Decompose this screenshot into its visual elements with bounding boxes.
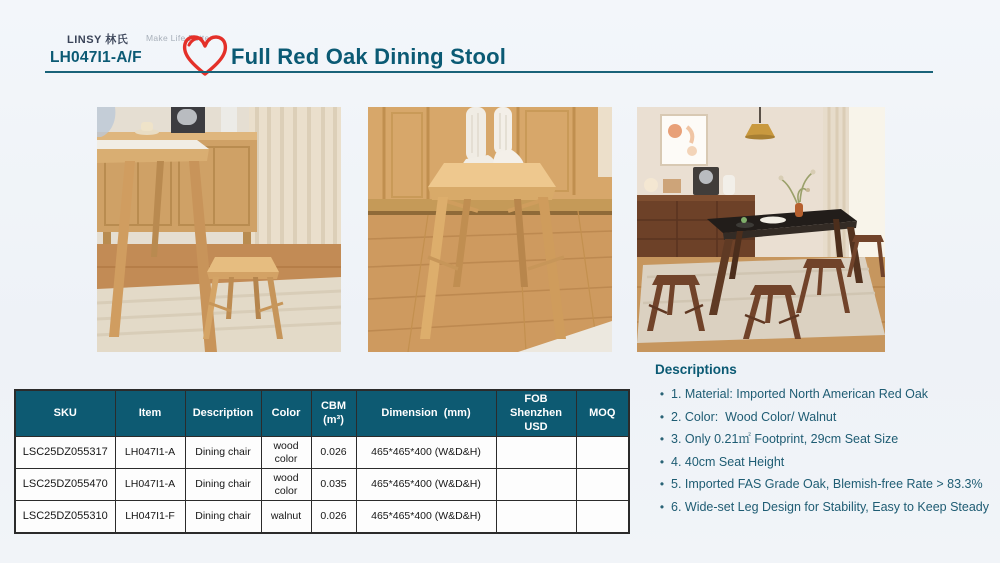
table-row (15, 437, 629, 469)
model-number: LH047I1-A/F (50, 49, 142, 66)
cell-color: wood color (261, 437, 311, 469)
product-photo-oak-stool-scene (97, 107, 341, 352)
description-text: 5. Imported FAS Grade Oak, Blemish-free Rate > 83.3% (671, 477, 983, 491)
cell-sku: LSC25DZ055470 (15, 469, 115, 501)
cell-description: Dining chair (185, 469, 261, 501)
table-row (15, 469, 629, 501)
cell-dimension: 465*465*400 (W&D&H) (356, 469, 496, 501)
col-header-color: Color (261, 390, 311, 437)
cell-sku: LSC25DZ055310 (15, 501, 115, 534)
table-header-row (15, 390, 629, 437)
bullet-icon: • (659, 477, 665, 491)
col-header-dimension: Dimension (mm) (356, 390, 496, 437)
cell-moq (576, 437, 629, 469)
cell-cbm: 0.026 (311, 501, 356, 534)
col-header-fob: FOB Shenzhen USD (496, 390, 576, 437)
description-text: 1. Material: Imported North American Red Oak (671, 387, 929, 401)
product-photo-stool-closeup (368, 107, 612, 352)
cell-fob (496, 469, 576, 501)
description-text: 3. Only 0.21㎡ Footprint, 29cm Seat Size (671, 432, 899, 446)
descriptions-panel (653, 362, 997, 519)
description-item (653, 497, 997, 518)
col-header-moq: MOQ (576, 390, 629, 437)
cell-description: Dining chair (185, 501, 261, 534)
bullet-icon: • (659, 499, 665, 514)
cell-description: Dining chair (185, 437, 261, 469)
cell-color: wood color (261, 469, 311, 501)
bullet-icon: • (659, 432, 665, 446)
description-item (653, 474, 997, 495)
description-item (653, 384, 997, 405)
descriptions-heading: Descriptions (655, 362, 737, 377)
bullet-icon: • (659, 454, 665, 469)
cell-item: LH047I1-F (115, 501, 185, 534)
description-text: 2. Color: Wood Color/ Walnut (671, 409, 837, 424)
product-photo-walnut-dining-set (637, 107, 885, 352)
cell-cbm: 0.035 (311, 469, 356, 501)
spec-table-container (14, 389, 630, 534)
cell-dimension: 465*465*400 (W&D&H) (356, 501, 496, 534)
description-text: 6. Wide-set Leg Design for Stability, Easy to Keep Steady (671, 499, 989, 514)
cell-fob (496, 501, 576, 534)
brand-logo: LINSY 林氏 (67, 34, 129, 46)
description-item (653, 429, 997, 450)
cell-color: walnut (261, 501, 311, 534)
cell-moq (576, 469, 629, 501)
cell-dimension: 465*465*400 (W&D&H) (356, 437, 496, 469)
description-item (653, 407, 997, 428)
brand-tagline: Make Life Better (146, 33, 213, 43)
col-header-sku: SKU (15, 390, 115, 437)
col-header-item: Item (115, 390, 185, 437)
spec-table (14, 389, 630, 534)
cell-cbm: 0.026 (311, 437, 356, 469)
description-item (653, 452, 997, 473)
col-header-description: Description (185, 390, 261, 437)
cell-item: LH047I1-A (115, 469, 185, 501)
page-title: Full Red Oak Dining Stool (231, 44, 507, 69)
cell-item: LH047I1-A (115, 437, 185, 469)
cell-fob (496, 437, 576, 469)
header-divider (45, 71, 933, 73)
cell-moq (576, 501, 629, 534)
description-text: 4. 40cm Seat Height (671, 454, 785, 469)
table-row (15, 501, 629, 534)
col-header-cbm: CBM (m³) (311, 390, 356, 437)
bullet-icon: • (659, 387, 665, 401)
descriptions-list (653, 384, 997, 517)
cell-sku: LSC25DZ055317 (15, 437, 115, 469)
bullet-icon: • (659, 409, 665, 424)
